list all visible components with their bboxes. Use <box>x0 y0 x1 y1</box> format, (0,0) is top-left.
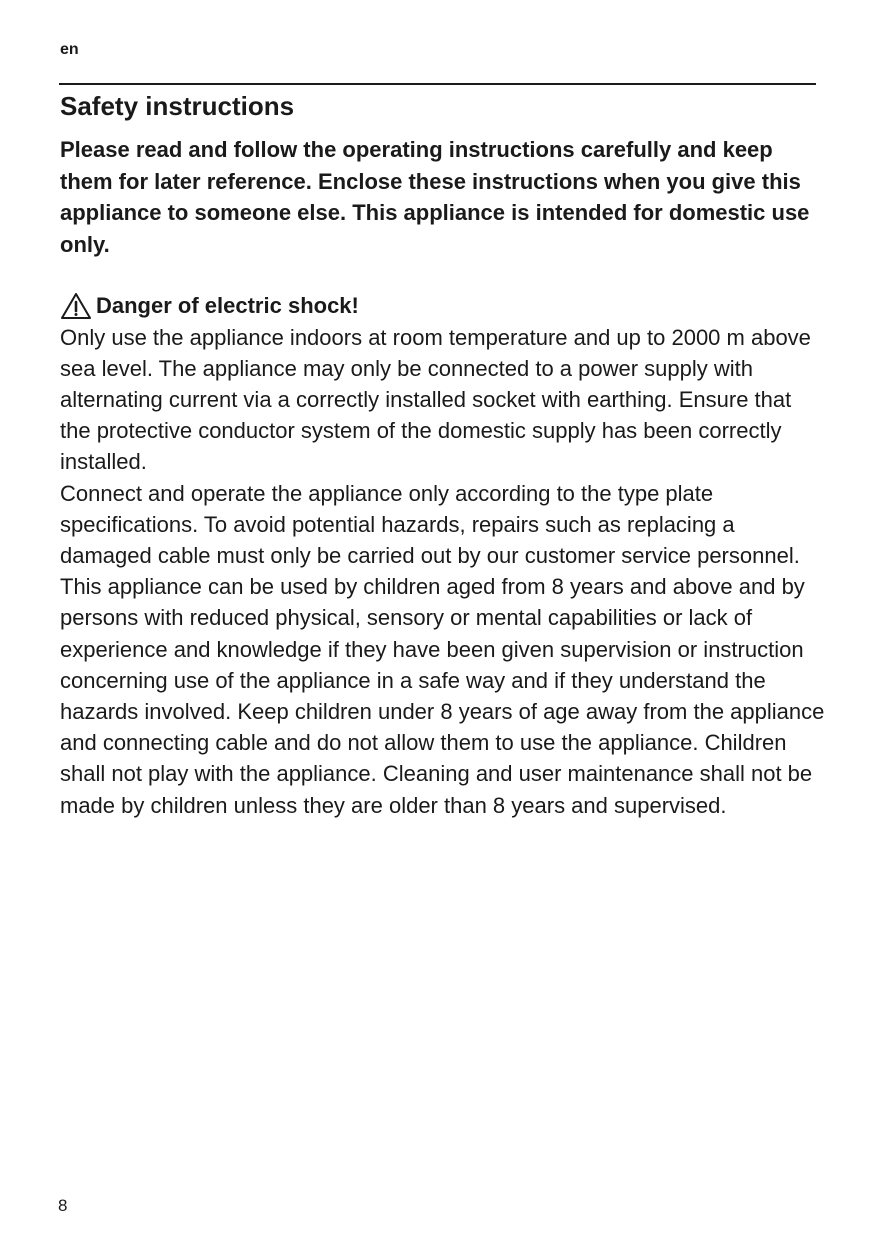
warning-heading <box>60 290 825 322</box>
language-label: en <box>60 41 79 58</box>
page-number: 8 <box>58 1196 68 1215</box>
intro-paragraph: Please read and follow the operating instructions carefully and keep them for later reference. Enclose these instructions when you give this appliance to someone else. This appliance is intended for domestic use only. <box>60 137 810 257</box>
header-divider <box>59 83 816 85</box>
page-title: Safety instructions <box>60 91 295 121</box>
document-body <box>60 134 825 821</box>
warning-heading-text: Danger of electric shock! <box>96 293 359 318</box>
warning-triangle-icon <box>60 292 96 320</box>
warning-paragraph-type-plate: Connect and operate the appliance only according to the type plate specifications. To avoid potential hazards, repairs such as replacing a damaged cable must only be carried out by our customer service personnel. <box>60 480 800 568</box>
warning-paragraph-indoor-use: Only use the appliance indoors at room temperature and up to 2000 m above sea level. The appliance may only be connected to a power supply with alternating current via a correctly installed socket with earthing. Ensure that the protective conductor system of the domestic supply has been correctly installed. <box>60 324 811 475</box>
warning-paragraph-children: This appliance can be used by children aged from 8 years and above and by persons with reduced physical, sensory or mental capabilities or lack of experience and knowledge if they have been given supervision or instruction concerning use of the appliance in a safe way and if they understand the hazards involved. Keep children under 8 years of age away from the appliance and connecting cable and do not allow them to use the appliance. Children shall not play with the appliance. Cleaning and user maintenance shall not be made by children unless they are older than 8 years and supervised. <box>60 574 825 818</box>
